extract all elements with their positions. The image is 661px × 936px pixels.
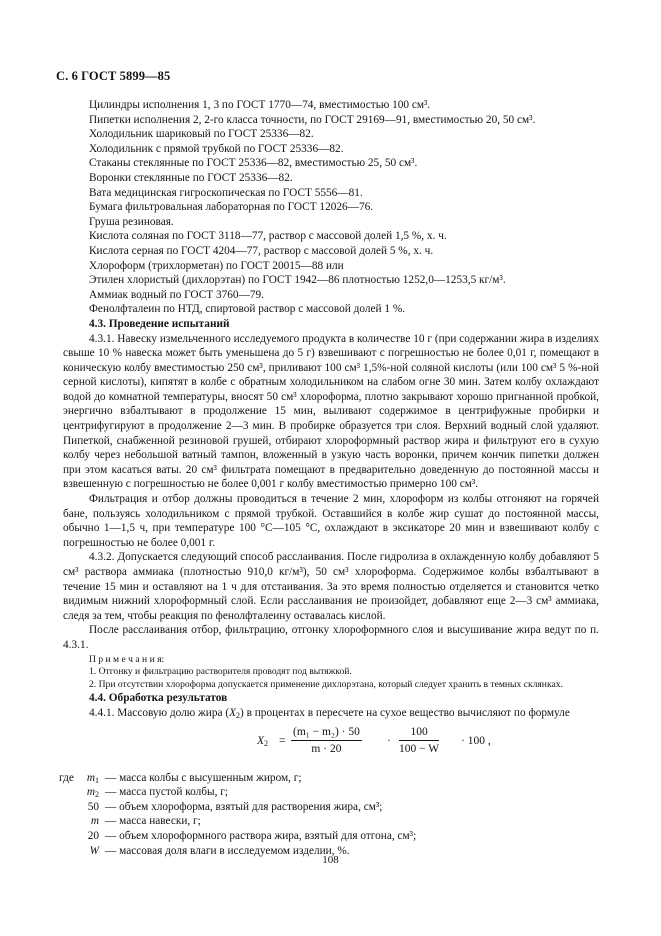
reagent-line: Холодильник с прямой трубкой по ГОСТ 25336—82.: [89, 142, 344, 155]
reagent-line: Кислота соляная по ГОСТ 3118—77, раствор с массовой долей 1,5 %, х. ч.: [89, 230, 447, 243]
document-body: [59, 98, 599, 858]
page-number: 108: [322, 854, 339, 866]
legend-row: [59, 814, 599, 829]
legend-text: — объем хлороформного раствора жира, взятый для отгона, см³;: [105, 829, 417, 842]
notes-title: П р и м е ч а н и я:: [89, 653, 165, 665]
reagent-line: Вата медицинская гигроскопическая по ГОСТ 5556—81.: [89, 186, 363, 199]
paragraph-4-3-1: 4.3.1. Навеску измельченного исследуемого продукта в количестве 10 г (при содержании жира в изделиях свыше 10 % навеска может быть уменьшена до 5 г) взвешивают с погрешностью не более 0,01 г, помещают в коническую колбу вместимостью 250 см³, приливают 100 см³ 1,5%-ной соляной кислоты (или 100 см³ 5 %-ной серной кислоты), кипятят в колбе с обратным холодильником на слабом огне 30 мин. Затем колбу охлаждают водой до комнатной температуры, вносят 50 см³ хлороформа, плотно закрывают хорошо пригнанной пробкой, энергично взбалтывают в продолжение 15 мин, выливают содержимое в центрифужные пробирки и центрифугируют в продолжение 2—3 мин. В пробирке образуется три слоя. Верхний водный слой удаляют. Пипеткой, снабженной резиновой грушей, отбирают хлороформный раствор жира и фильтруют его в сухую колбу через небольшой ватный тампон, вложенный в узкую часть воронки, причем кончик пипетки должен при этом касаться ваты. 20 см³ фильтрата помещают в предварительно доведенную до постоянной массы и взвешенную с погрешностью не более 0,001 г колбу вместимостью примерно 100 см³.: [63, 332, 599, 491]
reagents-list: [89, 98, 599, 317]
section-heading-4-4: 4.4. Обработка результатов: [89, 692, 228, 705]
formula-fraction-2: [399, 725, 439, 757]
reagent-line: Стаканы стеклянные по ГОСТ 25336—82, вместимостью 25, 50 см³.: [89, 157, 418, 170]
note-1: 1. Отгонку и фильтрацию растворителя проводят под вытяжкой.: [89, 666, 352, 678]
paragraph-4-4-1: [63, 706, 599, 721]
legend-row: [59, 785, 599, 800]
legend-symbol: $m_2$: [86, 786, 99, 800]
p441-var: X: [229, 706, 236, 719]
legend-text: — масса колбы с высушенным жиром, г;: [105, 771, 302, 784]
reagent-line: Цилиндры исполнения 1, 3 по ГОСТ 1770—74, вместимостью 100 см³.: [89, 99, 431, 111]
legend-text: — масса навески, г;: [105, 815, 201, 828]
p441-pre: 4.4.1. Массовую долю жира (: [89, 706, 230, 719]
formula-tail: · 100 ,: [461, 734, 491, 747]
formula-fraction-1: [291, 725, 362, 757]
formula-equals: =: [279, 734, 286, 747]
reagent-line: Фенолфталеин по НТД, спиртовой раствор с массовой долей 1 %.: [89, 303, 406, 316]
reagent-line: Воронки стеклянные по ГОСТ 25336—82.: [89, 171, 293, 184]
reagent-line: Этилен хлористый (дихлорэтан) по ГОСТ 1942—86 плотностью 1252,0—1253,5 кг/м³.: [89, 274, 506, 287]
legend-symbol: W: [89, 844, 99, 857]
reagent-line: Хлороформ (трихлорметан) по ГОСТ 20015—88 или: [89, 259, 344, 272]
legend-symbol: $m_1$: [86, 771, 99, 785]
legend-row: [59, 800, 599, 815]
legend-row: [59, 829, 599, 844]
formula-dot: ·: [387, 734, 391, 747]
paragraph-4-3-2-cont: После расслаивания отбор, фильтрацию, отгонку хлороформного слоя и высушивание жира ведут по п. 4.3.1.: [63, 624, 599, 651]
paragraph-4-3-2: 4.3.2. Допускается следующий способ расслаивания. После гидролиза в охлажденную колбу добавляют 5 см³ раствора аммиака (плотностью 910,0 кг/м³), 50 см³ хлороформа. Содержимое колбы взбалтывают в течение 15 мин и оставляют на 1 ч для отстаивания. За это время полностью отделяется и становится четко видимым нижний хлороформный слой. Если расслаивания не произойдет, добавляют еще 2—3 см³ аммиака, следя за тем, чтобы реакция по фенолфталеину оставалась кислой.: [63, 551, 599, 622]
formula-block: [89, 725, 599, 761]
legend-where: где: [59, 771, 74, 784]
p441-post: ) в процентах в пересчете на сухое вещество вычисляют по формуле: [240, 706, 570, 719]
page-header: С. 6 ГОСТ 5899—85: [56, 69, 171, 83]
fraction-2-denominator: 100 − W: [399, 743, 440, 756]
fraction-1-denominator: m · 20: [311, 743, 342, 756]
section-heading-4-3: 4.3. Проведение испытаний: [89, 317, 230, 330]
legend-symbol: m: [90, 815, 99, 828]
formula-lhs: $X_2$: [257, 734, 269, 748]
p441-sub: 2: [236, 710, 240, 720]
legend-row: [59, 771, 599, 786]
reagent-line: Аммиак водный по ГОСТ 3760—79.: [89, 288, 264, 301]
reagent-line: Груша резиновая.: [89, 215, 174, 228]
legend-symbol: 20: [87, 829, 99, 842]
reagent-line: Холодильник шариковый по ГОСТ 25336—82.: [89, 128, 314, 141]
fraction-2-numerator: 100: [399, 725, 439, 742]
legend-symbol: 50: [87, 800, 99, 813]
paragraph-4-3-1-cont: Фильтрация и отбор должны проводиться в течение 2 мин, хлороформ из колбы отгоняют на горячей бане, пользуясь холодильником с прямой трубкой. Оставшийся в колбе жир сушат до постоянной массы, обычно 1—1,5 ч, при температуре 100 °С—105 °С, охлаждают в эксикаторе 20 мин и взвешивают колбу с погрешностью не более 0,001 г.: [63, 493, 599, 549]
legend-text: — масса пустой колбы, г;: [105, 786, 229, 799]
legend-text: — массовая доля влаги в исследуемом изделии, %.: [105, 844, 350, 857]
variable-legend: [59, 771, 599, 859]
reagent-line: Бумага фильтровальная лабораторная по ГОСТ 12026—76.: [89, 201, 374, 214]
legend-text: — объем хлороформа, взятый для растворения жира, см³;: [105, 800, 383, 813]
reagent-line: Пипетки исполнения 2, 2-го класса точности, по ГОСТ 29169—91, вместимостью 20, 50 см³.: [89, 113, 536, 126]
fraction-1-numerator: (m₁ − m₂) · 50: [291, 725, 362, 742]
reagent-line: Кислота серная по ГОСТ 4204—77, раствор с массовой долей 5 %, х. ч.: [89, 244, 434, 257]
note-2: 2. При отсутствии хлороформа допускается применение дихлорэтана, который следует хранить в темных склянках.: [89, 678, 563, 690]
